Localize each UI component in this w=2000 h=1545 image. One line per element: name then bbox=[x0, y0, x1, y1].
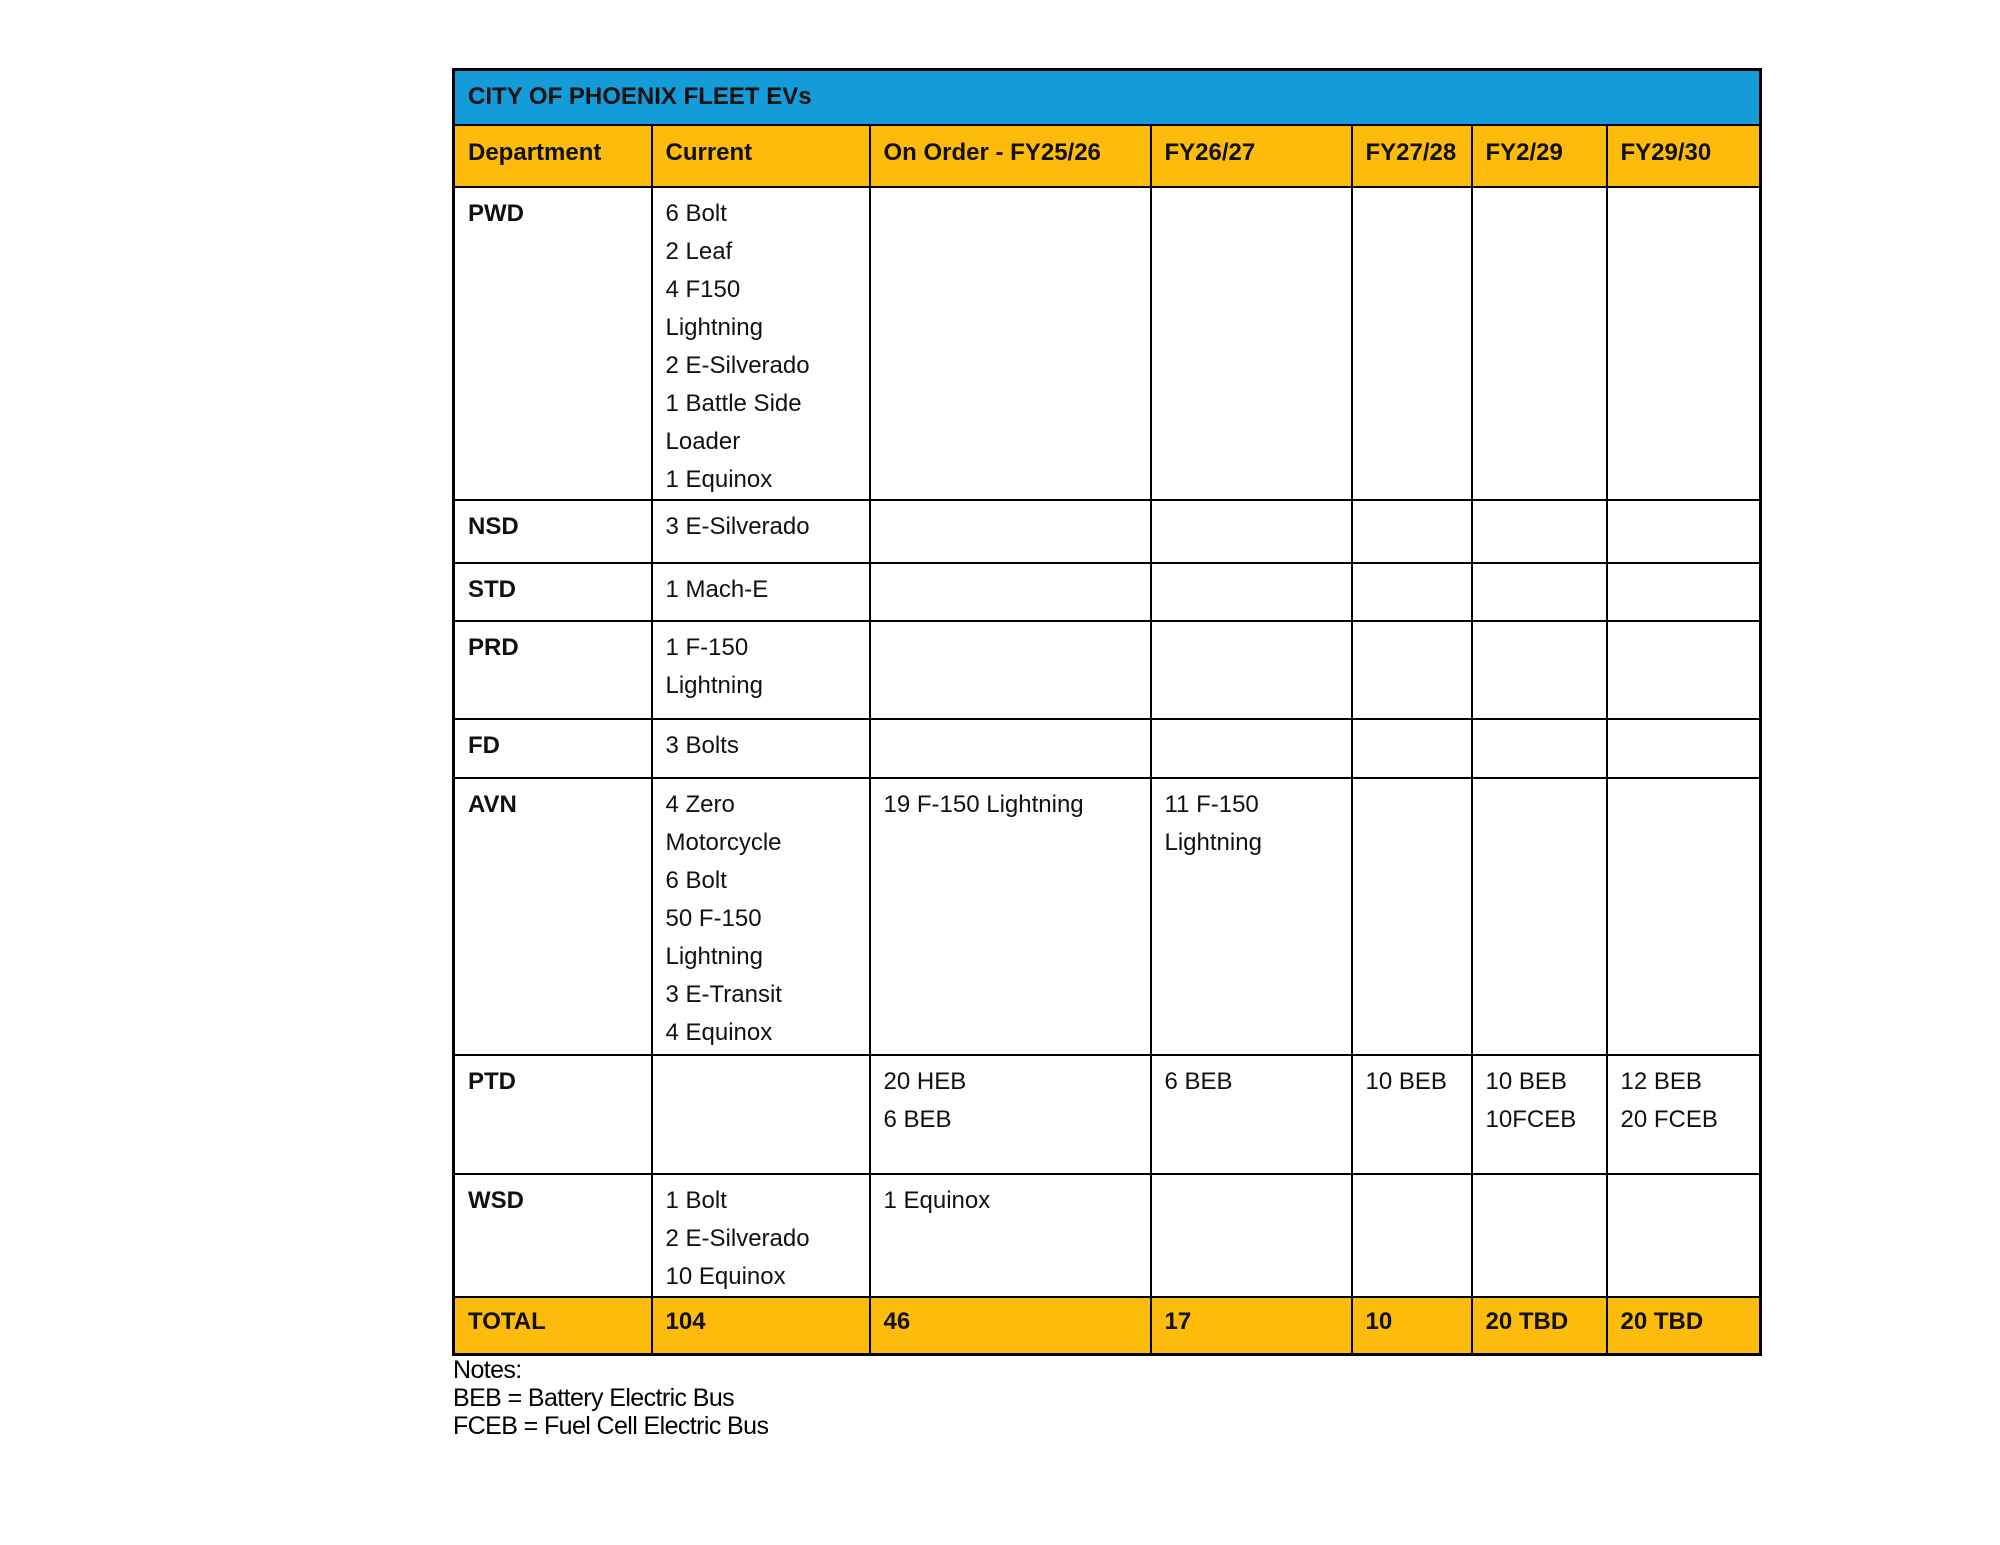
cell-line: 20 FCEB bbox=[1620, 1105, 1718, 1133]
cell-total-label: TOTAL bbox=[454, 1297, 652, 1355]
cell-prd-department: PRD bbox=[454, 621, 652, 719]
cell-nsd-on-order bbox=[870, 500, 1151, 563]
cell-pwd-fy2-29 bbox=[1472, 187, 1607, 500]
cell-total-current: 104 bbox=[652, 1297, 870, 1355]
cell-line: 2 Leaf bbox=[665, 237, 733, 265]
cell-prd-fy29-30 bbox=[1607, 621, 1761, 719]
table-row-nsd bbox=[454, 500, 1761, 563]
cell-pwd-department: PWD bbox=[454, 187, 652, 500]
cell-line: 3 E-Silverado bbox=[665, 512, 810, 540]
column-header-fy2-29: FY2/29 bbox=[1472, 125, 1607, 187]
cell-fd-fy29-30 bbox=[1607, 719, 1761, 778]
cell-std-on-order bbox=[870, 563, 1151, 621]
cell-line: 3 E-Transit bbox=[665, 980, 782, 1008]
column-header-fy29-30: FY29/30 bbox=[1607, 125, 1761, 187]
cell-prd-fy27-28 bbox=[1352, 621, 1472, 719]
cell-fd-current bbox=[652, 719, 870, 778]
cell-line: 6 Bolt bbox=[665, 866, 727, 894]
cell-fd-fy26-27 bbox=[1151, 719, 1352, 778]
column-header-on-order-fy25-26: On Order - FY25/26 bbox=[870, 125, 1151, 187]
column-header-department: Department bbox=[454, 125, 652, 187]
cell-nsd-fy27-28 bbox=[1352, 500, 1472, 563]
cell-avn-fy26-27 bbox=[1151, 778, 1352, 1055]
cell-ptd-department: PTD bbox=[454, 1055, 652, 1174]
cell-std-fy27-28 bbox=[1352, 563, 1472, 621]
cell-ptd-on-order bbox=[870, 1055, 1151, 1174]
cell-total-fy26-27: 17 bbox=[1151, 1297, 1352, 1355]
cell-fd-on-order bbox=[870, 719, 1151, 778]
cell-line: 50 F-150 Lightning bbox=[665, 904, 763, 970]
table-row-std bbox=[454, 563, 1761, 621]
column-header-fy27-28: FY27/28 bbox=[1352, 125, 1472, 187]
cell-pwd-current bbox=[652, 187, 870, 500]
cell-line: 4 Equinox bbox=[665, 1018, 773, 1046]
cell-avn-department: AVN bbox=[454, 778, 652, 1055]
title-row bbox=[454, 70, 1761, 125]
cell-line: 6 BEB bbox=[883, 1105, 952, 1133]
cell-nsd-current bbox=[652, 500, 870, 563]
cell-line: 12 BEB bbox=[1620, 1067, 1702, 1095]
cell-avn-fy27-28 bbox=[1352, 778, 1472, 1055]
notes bbox=[453, 1356, 768, 1440]
cell-line: 10FCEB bbox=[1485, 1105, 1577, 1133]
cell-line: 20 HEB bbox=[883, 1067, 967, 1095]
cell-fd-department: FD bbox=[454, 719, 652, 778]
cell-prd-current bbox=[652, 621, 870, 719]
cell-line: 6 Bolt bbox=[665, 199, 727, 227]
cell-std-fy26-27 bbox=[1151, 563, 1352, 621]
cell-prd-on-order bbox=[870, 621, 1151, 719]
cell-fd-fy2-29 bbox=[1472, 719, 1607, 778]
cell-avn-fy2-29 bbox=[1472, 778, 1607, 1055]
cell-nsd-department: NSD bbox=[454, 500, 652, 563]
table-row-ptd bbox=[454, 1055, 1761, 1174]
cell-line: 1 Bolt bbox=[665, 1186, 727, 1214]
cell-line: 1 Battle Side Loader bbox=[665, 389, 802, 455]
cell-std-current bbox=[652, 563, 870, 621]
cell-nsd-fy26-27 bbox=[1151, 500, 1352, 563]
notes-heading: Notes: bbox=[453, 1356, 522, 1384]
cell-wsd-fy2-29 bbox=[1472, 1174, 1607, 1297]
cell-pwd-fy29-30 bbox=[1607, 187, 1761, 500]
cell-line: 2 E-Silverado bbox=[665, 1224, 810, 1252]
cell-nsd-fy29-30 bbox=[1607, 500, 1761, 563]
cell-avn-fy29-30 bbox=[1607, 778, 1761, 1055]
cell-std-fy29-30 bbox=[1607, 563, 1761, 621]
cell-total-on-order: 46 bbox=[870, 1297, 1151, 1355]
cell-total-fy29-30: 20 TBD bbox=[1607, 1297, 1761, 1355]
cell-prd-fy26-27 bbox=[1151, 621, 1352, 719]
cell-ptd-current bbox=[652, 1055, 870, 1174]
table-row-fd bbox=[454, 719, 1761, 778]
cell-line: 10 BEB bbox=[1485, 1067, 1567, 1095]
table-row-pwd bbox=[454, 187, 1761, 500]
cell-line: 1 F-150 Lightning bbox=[665, 633, 763, 699]
cell-std-fy2-29 bbox=[1472, 563, 1607, 621]
cell-wsd-current bbox=[652, 1174, 870, 1297]
cell-line: 1 Mach-E bbox=[665, 575, 769, 603]
cell-total-fy2-29: 20 TBD bbox=[1472, 1297, 1607, 1355]
table-row-wsd bbox=[454, 1174, 1761, 1297]
cell-prd-fy2-29 bbox=[1472, 621, 1607, 719]
cell-ptd-fy27-28 bbox=[1352, 1055, 1472, 1174]
cell-ptd-fy29-30 bbox=[1607, 1055, 1761, 1174]
cell-wsd-fy27-28 bbox=[1352, 1174, 1472, 1297]
table-title: CITY OF PHOENIX FLEET EVs bbox=[454, 70, 1761, 125]
cell-wsd-fy26-27 bbox=[1151, 1174, 1352, 1297]
note-line-beb: BEB = Battery Electric Bus bbox=[453, 1384, 735, 1412]
column-header-current: Current bbox=[652, 125, 870, 187]
column-header-fy26-27: FY26/27 bbox=[1151, 125, 1352, 187]
cell-fd-fy27-28 bbox=[1352, 719, 1472, 778]
note-line-fceb: FCEB = Fuel Cell Electric Bus bbox=[453, 1412, 769, 1440]
cell-avn-on-order bbox=[870, 778, 1151, 1055]
cell-line: 10 Equinox bbox=[665, 1262, 786, 1290]
cell-avn-current bbox=[652, 778, 870, 1055]
cell-ptd-fy2-29 bbox=[1472, 1055, 1607, 1174]
cell-line: 4 F150 Lightning bbox=[665, 275, 763, 341]
cell-line: 11 F-150 Lightning bbox=[1164, 790, 1262, 856]
cell-std-department: STD bbox=[454, 563, 652, 621]
cell-line: 2 E-Silverado bbox=[665, 351, 810, 379]
cell-line: 1 Equinox bbox=[883, 1186, 991, 1214]
cell-line: 6 BEB bbox=[1164, 1067, 1233, 1095]
cell-total-fy27-28: 10 bbox=[1352, 1297, 1472, 1355]
cell-ptd-fy26-27 bbox=[1151, 1055, 1352, 1174]
cell-wsd-department: WSD bbox=[454, 1174, 652, 1297]
table-row-prd bbox=[454, 621, 1761, 719]
cell-wsd-on-order bbox=[870, 1174, 1151, 1297]
header-row bbox=[454, 125, 1761, 187]
cell-pwd-fy27-28 bbox=[1352, 187, 1472, 500]
table-row-avn bbox=[454, 778, 1761, 1055]
cell-pwd-on-order bbox=[870, 187, 1151, 500]
cell-nsd-fy2-29 bbox=[1472, 500, 1607, 563]
cell-line: 4 Zero Motorcycle bbox=[665, 790, 782, 856]
fleet-ev-table bbox=[452, 68, 1762, 1356]
cell-line: 10 BEB bbox=[1365, 1067, 1447, 1095]
total-row bbox=[454, 1297, 1761, 1355]
cell-line: 19 F-150 Lightning bbox=[883, 790, 1084, 818]
cell-line: 1 Equinox bbox=[665, 465, 773, 493]
cell-wsd-fy29-30 bbox=[1607, 1174, 1761, 1297]
cell-pwd-fy26-27 bbox=[1151, 187, 1352, 500]
cell-line: 3 Bolts bbox=[665, 731, 739, 759]
